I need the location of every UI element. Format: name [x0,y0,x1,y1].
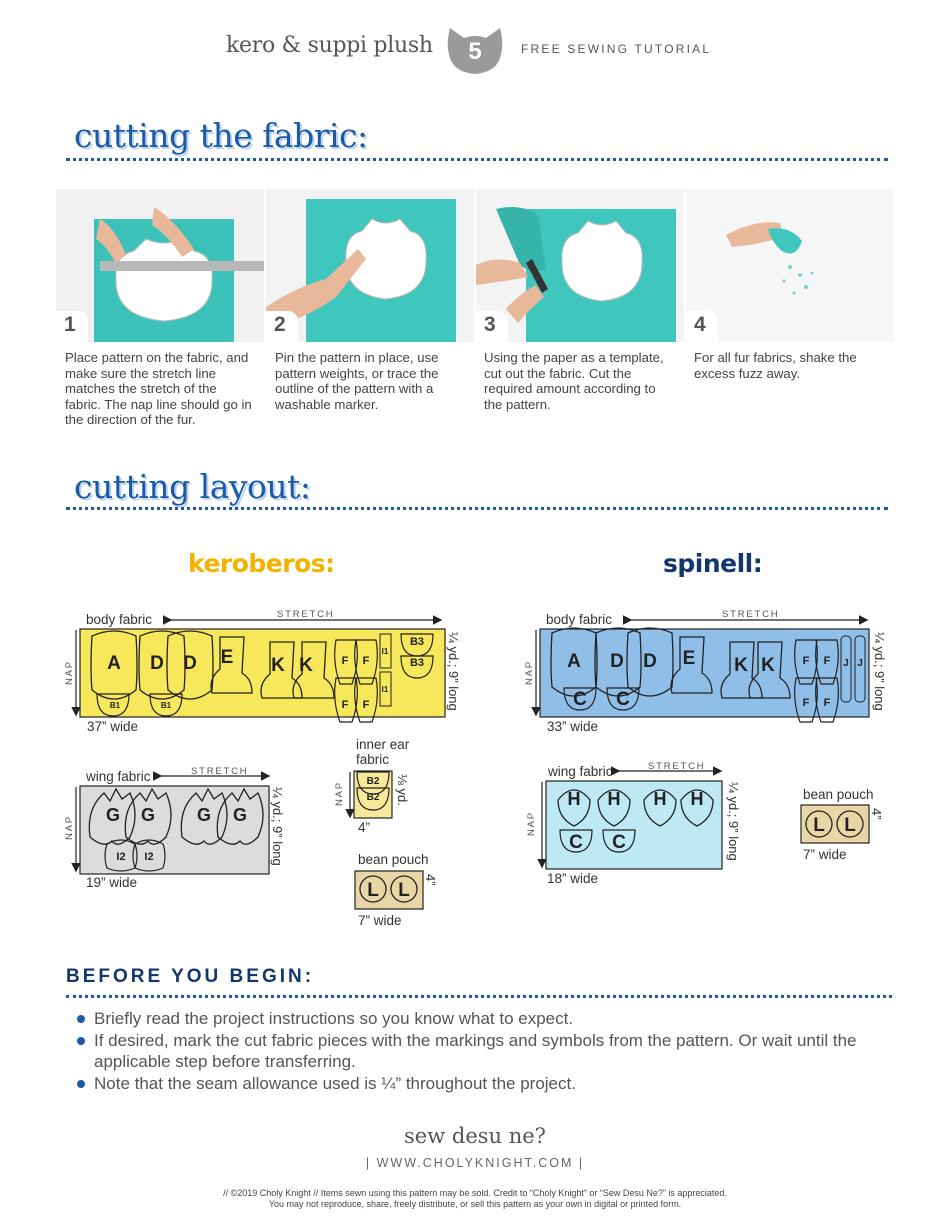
step-text: Place pattern on the fabric, and make sure the stretch line matches the stretch of the fabric. The nap line should go in the direction of the fur. [65,350,252,427]
step-number: 4 [686,311,718,343]
spinell-wing-length: ¼ yd.; 9” long [726,782,741,861]
kero-body-label: body fabric [86,612,153,627]
piece-label: C [573,689,587,710]
piece-label: B3 [409,636,425,648]
piece-label: I1 [381,647,389,656]
spinell-wing-nap: NAP [526,811,537,836]
piece-label: B1 [109,701,121,710]
piece-label: J [857,658,863,669]
piece-label: F [802,655,810,667]
piece-label: C [569,832,583,853]
inner-ear-nap: NAP [334,781,345,806]
inner-ear-label: inner ear [356,737,410,752]
footer-legal [0,1188,950,1209]
piece-label: H [653,789,667,809]
cutting-fabric-title: cutting the fabric: [74,116,368,155]
piece-label: K [271,655,285,676]
piece-label: H [690,789,704,809]
divider [66,995,892,998]
inner-ear-label: fabric [356,752,390,767]
piece-label: F [823,697,831,709]
kero-pouch-label: bean pouch [358,852,429,867]
kero-body-nap: NAP [64,660,75,685]
piece-label: F [362,655,370,667]
step-text: Using the paper as a template, cut out the fabric. Cut the required amount according to the pattern. [484,350,664,412]
piece-label: L [844,815,856,836]
legal-line: // ©2019 Choly Knight // Items sewn using this pattern may be sold. Credit to “Choly Knight” or “Sew Desu Ne?” is appreciated. [223,1188,727,1198]
piece-label: L [398,880,410,901]
piece-label: B3 [409,657,425,669]
spinell-body-label: body fabric [546,612,613,627]
kero-body-stretch: STRETCH [277,609,335,620]
piece-label: B1 [160,701,172,710]
piece-label: C [616,689,630,710]
keroberos-title: keroberos: [188,549,335,578]
piece-label: A [567,651,581,672]
spinell-wing-stretch: STRETCH [648,761,706,772]
cutting-layout-title: cutting layout: [74,467,311,506]
kero-wing-length: ¼ yd.; 9” long [270,787,285,866]
inner-ear-length: ⅛ yd. [395,774,410,806]
before-you-begin-list [74,1008,904,1094]
piece-label: I2 [116,851,126,863]
piece-label: K [299,655,313,676]
piece-label: F [802,697,810,709]
piece-label: K [761,655,775,676]
piece-label: H [567,789,581,809]
piece-label: I1 [381,685,389,694]
tutorial-label: FREE SEWING TUTORIAL [521,42,712,56]
cutting-layout-diagram [0,600,950,940]
kero-body-width: 37” wide [87,719,139,734]
piece-label: L [813,815,825,836]
kero-wing-nap: NAP [64,815,75,840]
list-item: If desired, mark the cut fabric pieces with the markings and symbols from the pattern. Or wait until the applicable step before transferring. [74,1030,904,1073]
piece-label: D [610,651,624,672]
kero-pouch-height: 4” [423,874,438,886]
piece-label: E [220,647,234,668]
piece-label: F [341,699,349,711]
footer-url[interactable]: | WWW.CHOLYKNIGHT.COM | [365,1156,585,1170]
list-item: Briefly read the project instructions so you know what to expect. [74,1008,904,1030]
spinell-body-stretch: STRETCH [722,609,780,620]
kero-wing-label: wing fabric [86,769,151,784]
piece-label: G [196,805,212,825]
piece-label: I2 [144,851,154,863]
spinell-wing-label: wing fabric [548,764,613,779]
piece-label: E [682,648,696,669]
spinell-title: spinell: [663,549,763,578]
footer-brand: sew desu ne? [404,1124,546,1148]
piece-label: B2 [366,792,380,803]
kero-body-length: ¼ yd.; 9” long [446,632,461,711]
legal-line: You may not reproduce, share, freely distribute, or sell this pattern as your own in digital or printed form. [268,1198,682,1209]
piece-label: A [107,653,121,674]
divider [66,507,888,510]
page-number: 5 [468,38,482,65]
step-text: For all fur fabrics, shake the excess fuzz away. [694,350,857,381]
piece-label: K [734,655,748,676]
project-title: kero & suppi plush [226,33,433,58]
divider [66,158,888,161]
kero-pouch-width: 7” wide [358,913,402,928]
kero-wing-stretch: STRETCH [191,766,249,777]
piece-label: G [105,805,121,825]
piece-label: G [140,805,156,825]
piece-label: D [643,651,657,672]
spinell-pouch-label: bean pouch [803,787,874,802]
before-you-begin-title: BEFORE YOU BEGIN: [66,966,315,987]
spinell-pouch-width: 7” wide [803,847,847,862]
piece-label: L [367,880,379,901]
spinell-body-length: ¼ yd.; 9” long [872,632,887,711]
piece-label: J [843,658,849,669]
spinell-body-nap: NAP [524,660,535,685]
list-item: Note that the seam allowance used is ¼” throughout the project. [74,1073,904,1095]
spinell-wing-width: 18” wide [547,871,599,886]
step-number: 1 [56,311,88,343]
piece-label: F [362,699,370,711]
step-number: 3 [476,311,508,343]
piece-label: D [183,653,197,674]
inner-ear-width: 4” [358,820,371,835]
piece-label: F [341,655,349,667]
piece-label: G [232,805,248,825]
piece-label: F [823,655,831,667]
step-text: Pin the pattern in place, use pattern weights, or trace the outline of the pattern with a washable marker. [275,350,439,412]
step-number: 2 [266,311,298,343]
piece-label: D [150,653,164,674]
spinell-body-width: 33” wide [547,719,599,734]
piece-label: H [607,789,621,809]
piece-label: C [612,832,626,853]
kero-wing-width: 19” wide [86,875,138,890]
spinell-pouch-height: 4” [869,808,884,820]
piece-label: B2 [366,776,380,787]
